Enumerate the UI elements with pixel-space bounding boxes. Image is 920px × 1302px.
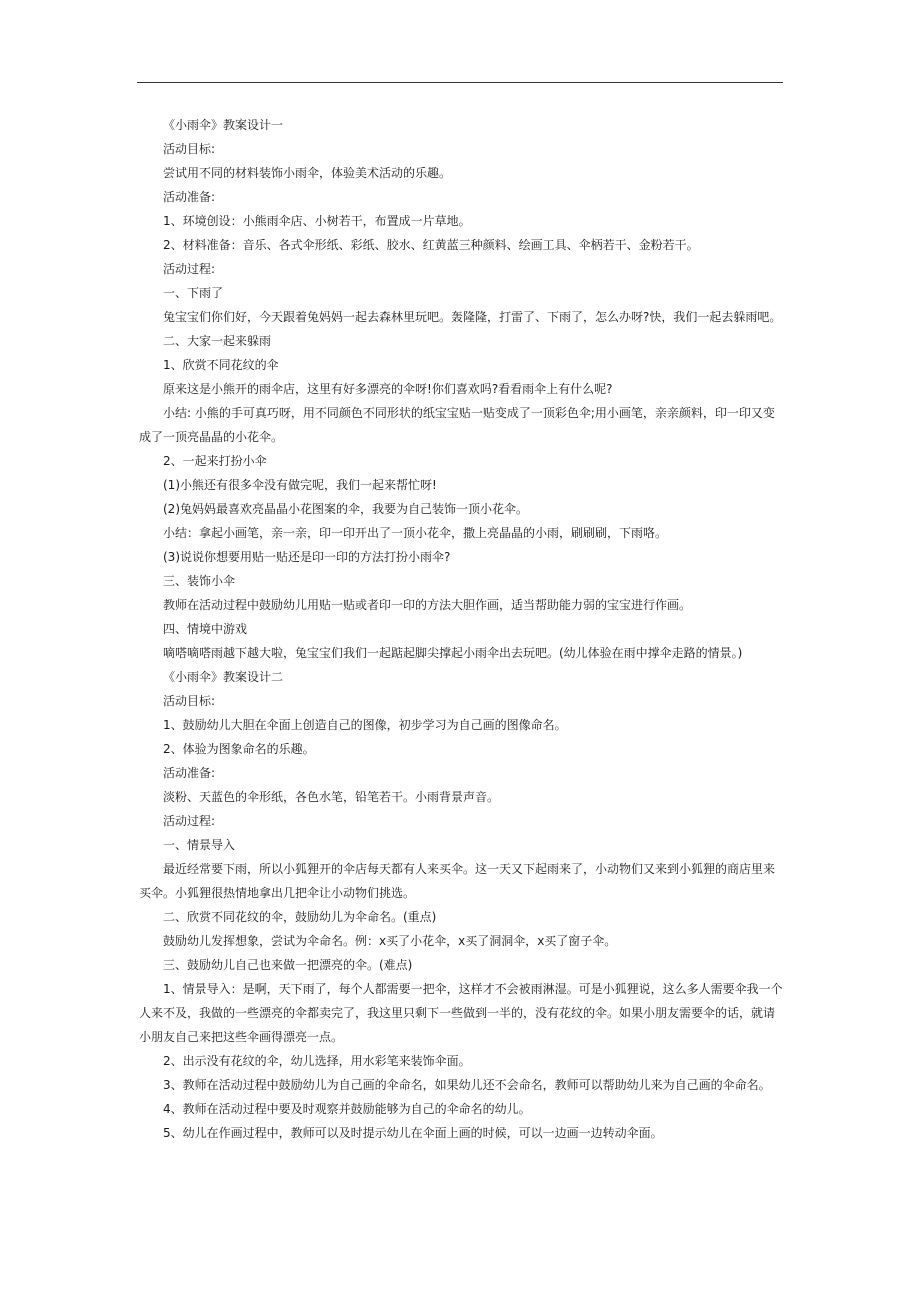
paragraph: 3、教师在活动过程中鼓励幼儿为自己画的伞命名，如果幼儿还不会命名，教师可以帮助幼儿来为自己画的伞命名。	[163, 1078, 771, 1092]
step-heading: 二、欣赏不同花纹的伞，鼓励幼儿为伞命名。(重点)	[163, 910, 437, 924]
section-heading: 活动准备:	[163, 766, 216, 780]
section-heading: 活动目标:	[163, 142, 216, 156]
paragraph: 1、环境创设：小熊雨伞店、小树若干，布置成一片草地。	[163, 214, 471, 228]
summary-paragraph: 小结: 小熊的手可真巧呀，用不同颜色不同形状的纸宝宝贴一贴变成了一顶彩色伞;用小画笔，亲亲颜料，印一印又变成了一顶亮晶晶的小花伞。	[139, 406, 775, 444]
section-heading: 活动准备:	[163, 190, 216, 204]
paragraph: 兔宝宝们你们好，今天跟着兔妈妈一起去森林里玩吧。轰隆隆，打雷了、下雨了，怎么办呀?快，我们一起去躲雨吧。	[163, 310, 782, 324]
title-plan-two: 《小雨伞》教案设计二	[163, 670, 284, 684]
paragraph: 4、教师在活动过程中要及时观察并鼓励能够为自己的伞命名的幼儿。	[163, 1102, 531, 1116]
paragraph: 原来这是小熊开的雨伞店，这里有好多漂亮的伞呀!你们喜欢吗?看看雨伞上有什么呢?	[163, 382, 613, 396]
paragraph: (3)说说你想要用贴一贴还是印一印的方法打扮小雨伞?	[163, 550, 451, 564]
summary-paragraph: 小结：拿起小画笔，亲一亲，印一印开出了一顶小花伞，撒上亮晶晶的小雨，刷刷刷，下雨咯。	[163, 526, 668, 540]
step-heading: 三、装饰小伞	[163, 574, 236, 588]
paragraph: 5、幼儿在作画过程中，教师可以及时提示幼儿在伞面上画的时候，可以一边画一边转动伞面。	[163, 1126, 663, 1140]
paragraph: 最近经常要下雨，所以小狐狸开的伞店每天都有人来买伞。这一天又下起雨来了，小动物们又来到小狐狸的商店里来买伞。小狐狸很热情地拿出几把伞让小动物们挑选。	[139, 862, 776, 900]
step-heading: 三、鼓励幼儿自己也来做一把漂亮的伞。(难点)	[163, 958, 413, 972]
step-heading: 四、情境中游戏	[163, 622, 248, 636]
paragraph: 淡粉、天蓝色的伞形纸，各色水笔，铅笔若干。小雨背景声音。	[163, 790, 500, 804]
paragraph: (1)小熊还有很多伞没有做完呢，我们一起来帮忙呀!	[163, 478, 437, 492]
paragraph: 教师在活动过程中鼓励幼儿用贴一贴或者印一印的方法大胆作画，适当帮助能力弱的宝宝进行作画。	[163, 598, 692, 612]
title-plan-one: 《小雨伞》教案设计一	[163, 118, 284, 132]
paragraph: 2、体验为图象命名的乐趣。	[163, 742, 315, 756]
sub-heading: 2、一起来打扮小伞	[163, 454, 267, 468]
header-rule	[137, 82, 783, 83]
step-heading: 一、下雨了	[163, 286, 224, 300]
document-body	[139, 113, 783, 1145]
step-heading: 一、情景导入	[163, 838, 236, 852]
step-heading: 二、大家一起来躲雨	[163, 334, 272, 348]
paragraph: 2、出示没有花纹的伞，幼儿选择，用水彩笔来装饰伞面。	[163, 1054, 471, 1068]
paragraph: 1、情景导入：是啊，天下雨了，每个人都需要一把伞，这样才不会被雨淋湿。可是小狐狸说，这么多人需要伞我一个人来不及，我做的一些漂亮的伞都卖完了，我这里只剩下一些做到一半的，没有花纹的伞。如果小朋友需要伞的话，就请小朋友自己来把这些伞画得漂亮一点。	[139, 982, 783, 1044]
paragraph: (2)兔妈妈最喜欢亮晶晶小花图案的伞，我要为自己装饰一顶小花伞。	[163, 502, 529, 516]
paragraph: 鼓励幼儿发挥想象，尝试为伞命名。例：x买了小花伞，x买了洞洞伞，x买了窗子伞。	[163, 934, 617, 948]
paragraph: 2、材料准备：音乐、各式伞形纸、彩纸、胶水、红黄蓝三种颜料、绘画工具、伞柄若干、金粉若干。	[163, 238, 699, 252]
section-heading: 活动过程:	[163, 814, 216, 828]
section-heading: 活动过程:	[163, 262, 216, 276]
section-heading: 活动目标:	[163, 694, 216, 708]
sub-heading: 1、欣赏不同花纹的伞	[163, 358, 279, 372]
paragraph: 尝试用不同的材料装饰小雨伞，体验美术活动的乐趣。	[163, 166, 452, 180]
paragraph: 嘀嗒嘀嗒雨越下越大啦，兔宝宝们我们一起踮起脚尖撑起小雨伞出去玩吧。(幼儿体验在雨中撑伞走路的情景。)	[163, 646, 743, 660]
paragraph: 1、鼓励幼儿大胆在伞面上创造自己的图像，初步学习为自己画的图像命名。	[163, 718, 567, 732]
